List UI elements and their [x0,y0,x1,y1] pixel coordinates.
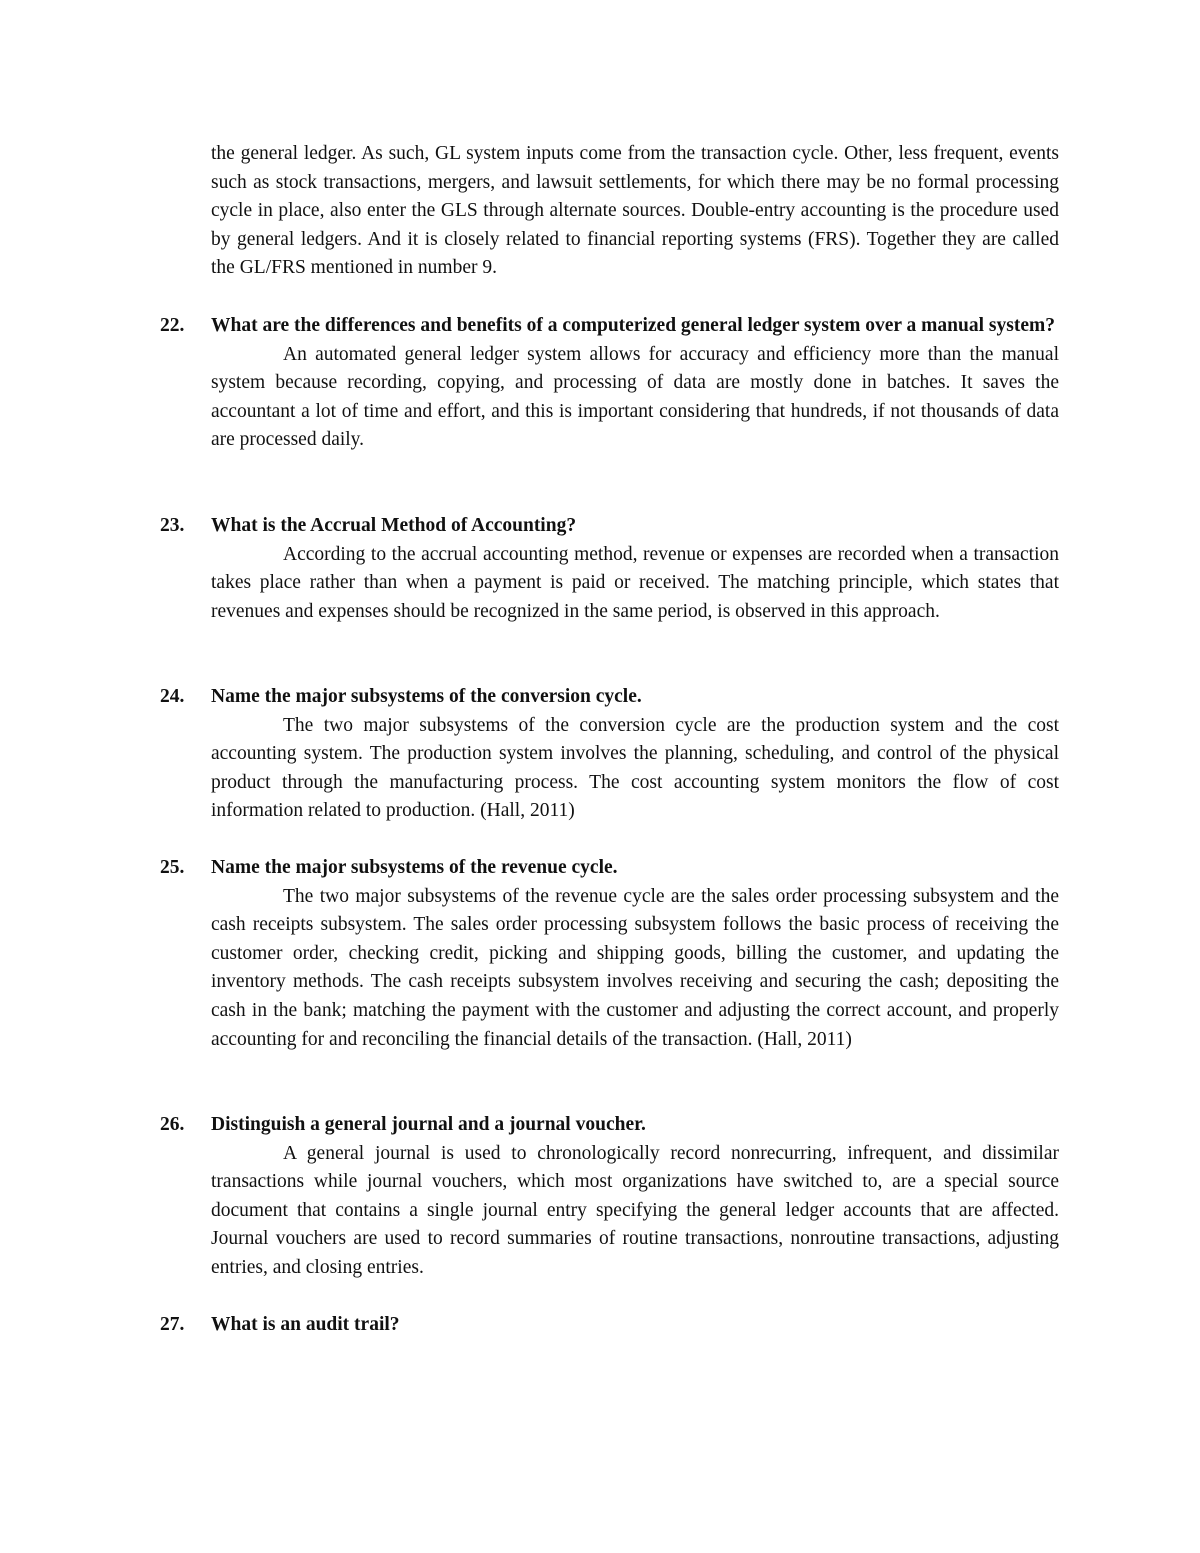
question-26 [160,1111,1060,1283]
question-text: What is the Accrual Method of Accounting? [211,515,577,536]
question-text: Name the major subsystems of the conversion cycle. [211,686,642,707]
question-heading [160,512,1060,541]
question-heading [160,1311,1060,1340]
answer-paragraph: The two major subsystems of the conversion cycle are the production system and the cost accounting system. The production system involves the planning, scheduling, and control of the physical product through the manufacturing process. The cost accounting system monitors the flow of cost information related to production. (Hall, 2011) [211,714,1059,822]
question-22 [160,312,1060,455]
question-text: What are the differences and benefits of a computerized general ledger system over a manual system? [211,315,1055,336]
question-heading [160,312,1060,341]
question-24 [160,683,1060,826]
answer-paragraph: An automated general ledger system allows for accuracy and efficiency more than the manual system because recording, copying, and processing of data are mostly done in batches. It saves the accountant a lot of time and effort, and this is important considering that hundreds, if not thousands of data are processed daily. [211,343,1059,451]
question-heading [160,1111,1060,1140]
question-number: 23. [160,515,185,536]
answer-paragraph: The two major subsystems of the revenue cycle are the sales order processing subsystem and the cash receipts subsystem. The sales order processing subsystem follows the basic process of receiving the customer order, checking credit, picking and shipping goods, billing the customer, and updating the inventory methods. The cash receipts subsystem involves receiving and securing the cash; depositing the cash in the bank; matching the payment with the customer and adjusting the correct account, and properly accounting for and reconciling the financial details of the transaction. (Hall, 2011) [211,885,1059,1050]
answer-paragraph: A general journal is used to chronologically record nonrecurring, infrequent, and dissimilar transactions while journal vouchers, which most organizations have switched to, are a special source document that contains a single journal entry specifying the general ledger accounts that are affected. Journal vouchers are used to record summaries of routine transactions, nonroutine transactions, adjusting entries, and closing entries. [211,1142,1059,1278]
question-text: Distinguish a general journal and a journal voucher. [211,1114,646,1135]
question-number: 25. [160,857,185,878]
question-number: 24. [160,686,185,707]
question-27 [160,1311,1060,1340]
question-text: What is an audit trail? [211,1314,400,1335]
answer-paragraph: According to the accrual accounting method, revenue or expenses are recorded when a transaction takes place rather than when a payment is paid or received. The matching principle, which states that revenues and expenses should be recognized in the same period, is observed in this approach. [211,543,1059,622]
question-number: 27. [160,1314,185,1335]
question-number: 26. [160,1114,185,1135]
question-text: Name the major subsystems of the revenue cycle. [211,857,618,878]
question-23 [160,512,1060,626]
question-number: 22. [160,315,185,336]
question-25 [160,854,1060,1054]
intro-paragraph: the general ledger. As such, GL system inputs come from the transaction cycle. Other, less frequent, events such as stock transactions, mergers, and lawsuit settlements, for which there may be no formal processing cycle in place, also enter the GLS through alternate sources. Double-entry accounting is the procedure used by general ledgers. And it is closely related to financial reporting systems (FRS). Together they are called the GL/FRS mentioned in number 9. [211,143,1059,279]
question-heading [160,854,1060,883]
question-heading [160,683,1060,712]
